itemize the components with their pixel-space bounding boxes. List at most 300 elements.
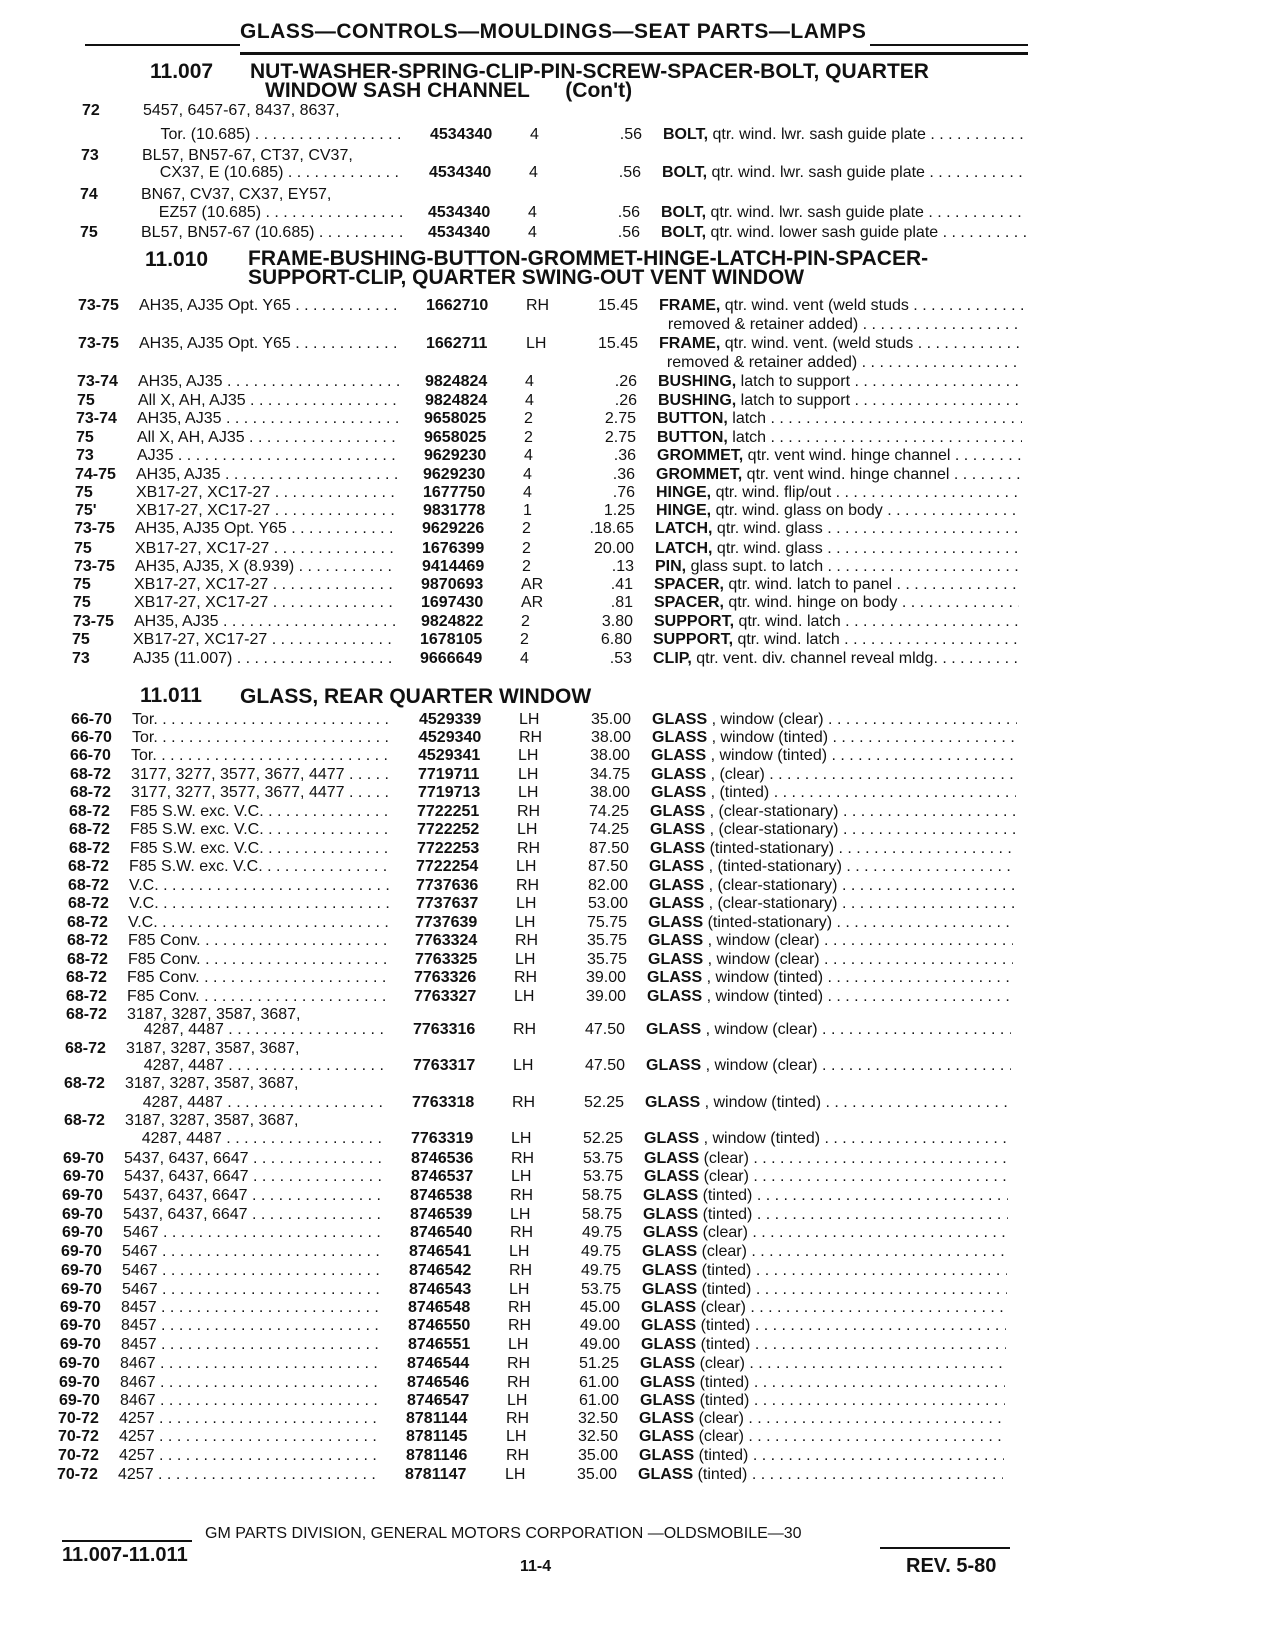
description-keyword: GLASS [639,1428,695,1445]
price: .56 [618,164,641,181]
model-year: 68-72 [64,1075,105,1092]
description-keyword: GLASS [641,1317,697,1334]
description-keyword: GROMMET, [657,447,744,464]
description-text: removed & retainer added) . . . [659,316,1024,333]
quantity: RH [516,877,540,894]
application: 4257 . . . [119,1447,381,1465]
description [655,540,1020,558]
description-keyword: GLASS [646,1057,702,1074]
price: .41 [610,576,633,593]
description-keyword: GLASS [640,1374,696,1391]
part-number: 1697430 [421,594,484,611]
description-keyword: GLASS [648,951,704,968]
quantity: RH [510,1224,534,1241]
price: 35.75 [586,932,627,949]
quantity: 2 [520,631,529,648]
description-text: , (clear-stationary) . . . [705,821,1015,838]
application: 4287, 4487 . . . [126,1057,388,1075]
price: 47.50 [584,1057,625,1074]
model-year: 74-75 [75,466,116,483]
quantity: 4 [528,224,537,241]
price: 1.25 [603,502,635,519]
price: 39.00 [585,988,626,1005]
application: 8457 . . . [121,1336,383,1354]
part-number: 7722254 [416,858,479,875]
application: 4287, 4487 . . . [125,1094,387,1112]
quantity: 4 [525,373,534,390]
model-year: 68-72 [70,766,111,783]
model-year: 75 [80,224,98,241]
price: 61.00 [578,1392,619,1409]
description [661,224,1026,242]
quantity: RH [526,297,550,314]
model-year: 68-72 [66,1006,107,1023]
description [656,466,1021,484]
description [648,914,1013,932]
description-keyword: BUTTON, [657,429,728,446]
quantity: LH [516,858,537,875]
model-year: 69-70 [63,1150,104,1167]
quantity: AR [521,576,544,593]
application: F85 Conv. . . . [127,988,389,1006]
description-keyword: GLASS [648,932,704,949]
price: 51.25 [578,1355,619,1372]
application: XB17-27, XC17-27 . . . [136,502,398,520]
description-keyword: BOLT, [661,204,707,221]
section-continued: (Con't) [565,79,633,102]
part-number: 4534340 [429,164,492,181]
model-year: 72 [82,102,100,119]
quantity: 2 [522,540,531,557]
description-keyword: HINGE, [656,484,712,501]
description [656,484,1021,502]
description-text: latch . . . [728,410,1022,427]
footer-publisher: GM PARTS DIVISION, GENERAL MOTORS CORPORATION —OLDSMOBILE—30 [205,1525,802,1542]
quantity: RH [510,1187,534,1204]
price: .13 [611,558,634,575]
model-year: 69-70 [61,1262,102,1279]
price: 52.25 [582,1130,623,1147]
description [657,410,1022,428]
application: 3177, 3277, 3577, 3677, 4477 . . . [131,784,393,802]
description [650,840,1015,858]
quantity: RH [507,1374,531,1391]
part-number: 8746544 [407,1355,470,1372]
price: 49.75 [581,1224,622,1241]
application: F85 S.W. exc. V.C. . . . [129,858,391,876]
model-year: 73 [72,650,90,667]
description-keyword: GLASS [649,895,705,912]
application: 3187, 3287, 3587, 3687, [126,1040,300,1057]
description [655,558,1020,576]
model-year: 73-75 [74,520,115,537]
description-keyword: BOLT, [661,224,707,241]
description-keyword: SUPPORT, [654,613,735,630]
description-text: , window (clear) . . . [701,1021,1011,1038]
description [658,354,1023,372]
part-number: 4534340 [430,126,493,143]
section-title: GLASS, REAR QUARTER WINDOW [240,685,592,708]
description-keyword: GROMMET, [656,466,743,483]
quantity: 4 [528,204,537,221]
description-keyword: LATCH, [655,540,713,557]
price: 34.75 [589,766,630,783]
description-text: qtr. wind. latch . . . [733,631,1018,648]
price: 49.75 [580,1262,621,1279]
part-number: 8781147 [405,1466,467,1483]
price: .36 [613,447,636,464]
part-number: 9666649 [420,650,483,667]
model-year: 75 [74,540,92,557]
price: 35.00 [577,1447,618,1464]
application: F85 Conv. . . . [127,969,389,987]
description-text: qtr. wind. lwr. sash guide plate . . . [706,204,1026,221]
description-text: , window (tinted) . . . [707,729,1017,746]
description-keyword: GLASS [650,840,706,857]
quantity: RH [506,1410,530,1427]
model-year: 66-70 [70,747,111,764]
description-text: (clear) . . . [694,1428,1004,1445]
description [662,164,1027,182]
description-text: (tinted) . . . [698,1206,1008,1223]
price: 61.00 [578,1374,619,1391]
part-number: 4529341 [418,747,481,764]
quantity: 2 [524,429,533,446]
section-title: NUT-WASHER-SPRING-CLIP-PIN-SCREW-SPACER-BOLT, QUARTER [250,60,929,83]
application: 5437, 6437, 6647 . . . [123,1187,385,1205]
footer-rule-left [62,1540,192,1542]
application: All X, AH, AJ35 . . . [138,392,400,410]
description-text: (clear) . . . [699,1168,1009,1185]
description [659,335,1024,353]
part-number: 8746540 [410,1224,473,1241]
part-number: 7763327 [414,988,477,1005]
description [649,895,1014,913]
quantity: 4 [530,126,539,143]
part-number: 1677750 [423,484,486,501]
part-number: 1662711 [426,335,488,352]
application: All X, AH, AJ35 . . . [137,429,399,447]
quantity: 4 [523,466,532,483]
price: 38.00 [589,747,630,764]
description-text: qtr. wind. vent (weld studs . . . [720,297,1024,314]
application: 4257 . . . [118,1466,380,1484]
header-rule-right [870,44,1028,46]
quantity: 4 [525,392,534,409]
part-number: 8746537 [411,1168,474,1185]
description-keyword: BUSHING, [658,392,737,409]
description-text: (tinted) . . . [693,1466,1003,1483]
quantity: LH [505,1466,526,1483]
price: 38.00 [590,729,631,746]
description-keyword: GLASS [644,1168,700,1185]
description [643,1187,1008,1205]
application: XB17-27, XC17-27 . . . [135,540,397,558]
description-text: , (tinted) . . . [706,784,1016,801]
application: AH35, AJ35 Opt. Y65 . . . [135,520,397,538]
part-number: 4529340 [419,729,482,746]
description [642,1281,1007,1299]
model-year: 75' [75,502,97,519]
price: 2.75 [604,410,636,427]
model-year: 74 [80,186,98,203]
description-text: qtr. wind. latch to panel . . . [724,576,1019,593]
price: .26 [614,392,637,409]
application: V.C. . . . [128,914,390,932]
application: 5467 . . . [122,1262,384,1280]
description-keyword: GLASS [644,1130,700,1147]
description-keyword: BOLT, [662,164,708,181]
description-text: qtr. wind. glass . . . [712,520,1020,537]
description-text: , window (clear) . . . [701,1057,1011,1074]
model-year: 69-70 [62,1206,103,1223]
price: 53.00 [587,895,628,912]
application: 4257 . . . [119,1428,381,1446]
price: 39.00 [585,969,626,986]
description-keyword: GLASS [640,1355,696,1372]
application: Tor. (10.685) . . . [143,126,405,144]
description [641,1317,1006,1335]
description-text: , (clear-stationary) . . . [705,803,1015,820]
description [638,1466,1003,1484]
price: 52.25 [583,1094,624,1111]
model-year: 68-72 [69,840,110,857]
price: 32.50 [577,1428,618,1445]
description-keyword: CLIP, [653,650,692,667]
description-keyword: GLASS [638,1466,694,1483]
model-year: 68-72 [66,969,107,986]
part-number: 9870693 [421,576,484,593]
application: F85 Conv. . . . [128,951,390,969]
price: 53.75 [580,1281,621,1298]
price: 15.45 [597,335,638,352]
price: 38.00 [589,784,630,801]
model-year: 69-70 [60,1317,101,1334]
description-text: qtr. vent. div. channel reveal mldg. . . . [692,650,1018,667]
description-keyword: SPACER, [654,576,724,593]
part-number: 7737636 [416,877,479,894]
part-number: 8746543 [409,1281,472,1298]
quantity: LH [510,1206,531,1223]
description-keyword: BUSHING, [658,373,737,390]
model-year: 69-70 [59,1355,100,1372]
quantity: RH [514,969,538,986]
application: EZ57 (10.685) . . . [141,204,403,222]
description-text: qtr. wind. lower sash guide plate . . . [706,224,1026,241]
description-text: (clear) . . . [696,1299,1006,1316]
description-text: qtr. wind. hinge on body . . . [724,594,1019,611]
description-text: qtr. wind. lwr. sash guide plate . . . [708,126,1028,143]
application: 5437, 6437, 6647 . . . [124,1150,386,1168]
model-year: 73 [76,447,94,464]
section-number: 11.007 [150,60,214,83]
description-text: (tinted-stationary) . . . [703,914,1013,931]
description [652,711,1017,729]
footer-section-range: 11.007-11.011 [62,1544,188,1566]
description-text: , (clear-stationary) . . . [704,895,1014,912]
description [639,1428,1004,1446]
model-year: 69-70 [61,1281,102,1298]
part-number: 8746538 [410,1187,473,1204]
quantity: LH [513,1057,534,1074]
description [640,1355,1005,1373]
application: V.C. . . . [129,877,391,895]
application: Tor. . . . [132,711,394,729]
description-keyword: GLASS [651,784,707,801]
price: 35.00 [590,711,631,728]
description-text: qtr. wind. vent. (weld studs . . . [720,335,1024,352]
description-keyword: GLASS [640,1392,696,1409]
description-keyword: GLASS [652,729,708,746]
model-year: 68-72 [67,914,108,931]
quantity: 4 [524,447,533,464]
model-year: 69-70 [62,1224,103,1241]
part-number: 7763326 [414,969,477,986]
price: .56 [617,224,640,241]
application: F85 Conv. . . . [128,932,390,950]
part-number: 4534340 [428,224,491,241]
part-number: 7763324 [415,932,478,949]
section-number: 11.011 [140,684,202,707]
model-year: 70-72 [57,1466,98,1483]
price: 20.00 [593,540,634,557]
application: 8467 . . . [120,1374,382,1392]
quantity: LH [514,988,535,1005]
quantity: LH [516,895,537,912]
quantity: LH [509,1281,530,1298]
description-text: , window (tinted) . . . [706,747,1016,764]
description-text: latch . . . [728,429,1022,446]
description-text: latch to support . . . [736,392,1023,409]
quantity: LH [518,784,539,801]
quantity: 4 [520,650,529,667]
application: 5437, 6437, 6647 . . . [124,1168,386,1186]
header-underline [240,52,1028,55]
quantity: RH [517,803,541,820]
description-keyword: GLASS [642,1262,698,1279]
description-text: removed & retainer added) . . . [658,354,1023,371]
price: 87.50 [588,840,629,857]
description-keyword: GLASS [641,1299,697,1316]
quantity: RH [508,1299,532,1316]
part-number: 8781145 [406,1428,468,1445]
application: AH35, AJ35 . . . [137,410,399,428]
description-text: latch to support . . . [736,373,1023,390]
price: 58.75 [581,1206,622,1223]
description-text: (clear) . . . [697,1243,1007,1260]
description [648,932,1013,950]
description-text: (tinted) . . . [695,1374,1005,1391]
price: 53.75 [582,1150,623,1167]
model-year: 70-72 [58,1428,99,1445]
part-number: 7737637 [416,895,479,912]
quantity: LH [508,1336,529,1353]
model-year: 68-72 [68,858,109,875]
description-keyword: GLASS [642,1243,698,1260]
part-number: 1676399 [422,540,485,557]
description [647,969,1012,987]
description-text: (tinted) . . . [697,1262,1007,1279]
description [645,1094,1010,1112]
price: 49.00 [579,1336,620,1353]
model-year: 69-70 [60,1299,101,1316]
quantity: RH [519,729,543,746]
section-number: 11.010 [145,248,209,271]
description-text: , window (tinted) . . . [702,969,1012,986]
application: AJ35 . . . [137,447,399,465]
application: 4287, 4487 . . . [124,1130,386,1148]
part-number: 9824824 [425,392,488,409]
application: AH35, AJ35 Opt. Y65 . . . [139,297,401,315]
description [652,729,1017,747]
price: 87.50 [587,858,628,875]
description-keyword: GLASS [647,988,703,1005]
description [659,316,1024,334]
model-year: 75 [75,484,93,501]
description [650,821,1015,839]
page-header: GLASS—CONTROLS—MOULDINGS—SEAT PARTS—LAMPS [240,20,867,43]
description-text: , (clear-stationary) . . . [704,877,1014,894]
model-year: 69-70 [61,1243,102,1260]
description-keyword: GLASS [652,711,708,728]
model-year: 73-75 [74,558,115,575]
quantity: 2 [522,558,531,575]
quantity: 2 [524,410,533,427]
description [646,1057,1011,1075]
price: 74.25 [588,821,629,838]
application: 5467 . . . [123,1224,385,1242]
description-keyword: GLASS [639,1447,695,1464]
model-year: 69-70 [60,1336,101,1353]
model-year: 68-72 [68,895,109,912]
application: AH35, AJ35 . . . [134,613,396,631]
price: .53 [609,650,632,667]
price: .26 [614,373,637,390]
description-keyword: GLASS [650,803,706,820]
application: 3177, 3277, 3577, 3677, 4477 . . . [131,766,393,784]
part-number: 8746539 [410,1206,473,1223]
description-keyword: GLASS [641,1336,697,1353]
application: BL57, BN57-67, CT37, CV37, [142,147,353,164]
part-number: 7722253 [417,840,480,857]
part-number: 7722252 [417,821,480,838]
description [644,1168,1009,1186]
application: 8467 . . . [120,1392,382,1410]
quantity: 1 [523,502,532,519]
description-keyword: PIN, [655,558,687,575]
description-keyword: GLASS [642,1281,698,1298]
description-keyword: GLASS [643,1187,699,1204]
description-text: (clear) . . . [699,1150,1009,1167]
application: 5467 . . . [122,1243,384,1261]
description-text: (clear) . . . [698,1224,1008,1241]
quantity: 4 [529,164,538,181]
model-year: 68-72 [67,932,108,949]
quantity: RH [513,1021,537,1038]
part-number: 9824824 [425,373,488,390]
application: 5437, 6437, 6647 . . . [123,1206,385,1224]
model-year: 68-72 [69,821,110,838]
quantity: 4 [523,484,532,501]
quantity: RH [517,840,541,857]
application: BL57, BN57-67 (10.685) . . . [141,224,403,242]
part-number: 7763316 [413,1021,476,1038]
model-year: 68-72 [66,988,107,1005]
part-number: 7763317 [413,1057,476,1074]
description [642,1243,1007,1261]
description [658,373,1023,391]
description-text: glass supt. to latch . . . [686,558,1020,575]
